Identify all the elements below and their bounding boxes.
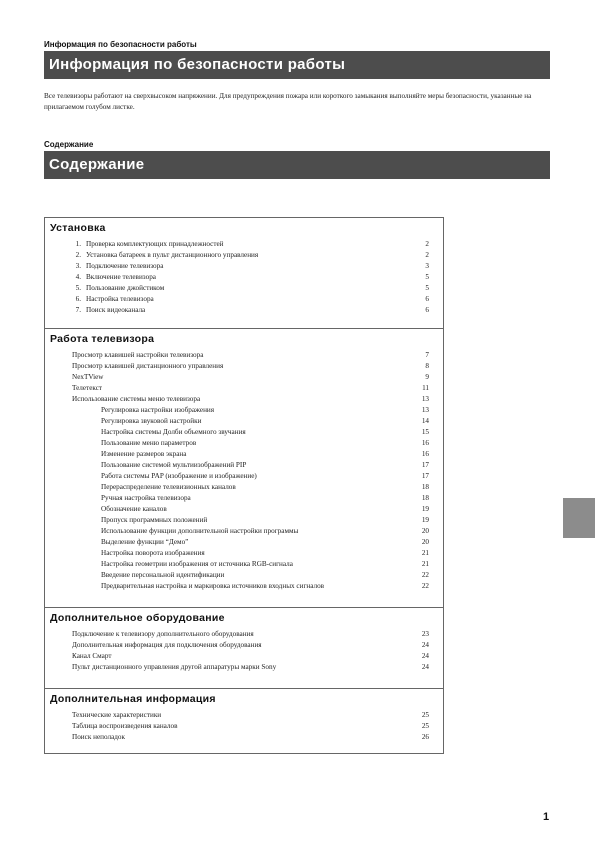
toc-section-tv-operation bbox=[45, 328, 443, 590]
toc-entry-page: 2 bbox=[425, 240, 429, 248]
toc-entry[interactable] bbox=[45, 629, 443, 640]
toc-entry[interactable] bbox=[45, 537, 443, 548]
toc-entry-text: NexTView bbox=[72, 373, 104, 381]
toc-entry-page: 6 bbox=[425, 295, 429, 303]
toc-entry-text: Пропуск программных положений bbox=[101, 516, 208, 524]
toc-entry-text: Использование функции дополнительной настройки программы bbox=[101, 527, 299, 535]
toc-entry-text: Подключение телевизора bbox=[86, 262, 164, 270]
contents-small-heading: Содержание bbox=[44, 140, 94, 149]
toc-entry[interactable] bbox=[45, 482, 443, 493]
toc-entry-number: 3. bbox=[75, 262, 81, 270]
toc-entry[interactable] bbox=[45, 559, 443, 570]
toc-entry[interactable] bbox=[45, 294, 443, 305]
toc-entry-page: 23 bbox=[421, 630, 429, 638]
safety-small-heading: Информация по безопасности работы bbox=[44, 40, 197, 49]
toc-entry-page: 24 bbox=[421, 652, 429, 660]
toc-entry-number: 6. bbox=[75, 295, 81, 303]
toc-entry-page: 2 bbox=[425, 251, 429, 259]
toc-entry-page: 18 bbox=[421, 483, 429, 491]
toc-entry-text: Просмотр клавишей дистанционного управления bbox=[72, 362, 224, 370]
toc-entry-page: 13 bbox=[421, 406, 429, 414]
toc-section-extra-info bbox=[45, 688, 443, 741]
toc-entry-text: Проверка комплектующих принадлежностей bbox=[86, 240, 224, 248]
toc-entry-page: 22 bbox=[421, 582, 429, 590]
toc-entry-page: 9 bbox=[425, 373, 429, 381]
toc-entry-text: Введение персональной идентификации bbox=[101, 571, 225, 579]
contents-title-bar: Содержание bbox=[44, 151, 550, 179]
toc-entry-page: 16 bbox=[421, 439, 429, 447]
toc-section-title: Работа телевизора bbox=[50, 333, 155, 345]
toc-entry-number: 4. bbox=[75, 273, 81, 281]
toc-entry-text: Пользование системой мультиизображений PIP bbox=[101, 461, 247, 469]
toc-entry[interactable] bbox=[45, 438, 443, 449]
toc-entry-page: 15 bbox=[421, 428, 429, 436]
toc-entry-page: 3 bbox=[425, 262, 429, 270]
toc-entry-page: 13 bbox=[421, 395, 429, 403]
toc-entry[interactable] bbox=[45, 526, 443, 537]
toc-entry-text: Технические характеристики bbox=[72, 711, 162, 719]
toc-entry[interactable] bbox=[45, 261, 443, 272]
page-number: 1 bbox=[543, 811, 550, 823]
toc-entry[interactable] bbox=[45, 640, 443, 651]
toc-entry-text: Телетекст bbox=[72, 384, 103, 392]
toc-section-title: Дополнительная информация bbox=[50, 693, 216, 705]
toc-entry[interactable] bbox=[45, 732, 443, 743]
toc-entry-page: 24 bbox=[421, 641, 429, 649]
toc-entry[interactable] bbox=[45, 493, 443, 504]
table-of-contents bbox=[44, 217, 444, 754]
toc-entry[interactable] bbox=[45, 372, 443, 383]
toc-entry-text: Поиск неполадок bbox=[72, 733, 126, 741]
toc-entry-page: 20 bbox=[421, 538, 429, 546]
toc-entry-text: Просмотр клавишей настройки телевизора bbox=[72, 351, 204, 359]
toc-entry-text: Подключение к телевизору дополнительного оборудования bbox=[72, 630, 254, 638]
toc-entry-text: Дополнительная информация для подключения оборудования bbox=[72, 641, 262, 649]
toc-entry-number: 2. bbox=[75, 251, 81, 259]
toc-entry-text: Пользование джойстиком bbox=[86, 284, 165, 292]
toc-entry-text: Работа системы PAP (изображение и изображение) bbox=[101, 472, 257, 480]
toc-entry[interactable] bbox=[45, 662, 443, 673]
toc-entry[interactable] bbox=[45, 350, 443, 361]
toc-entry[interactable] bbox=[45, 570, 443, 581]
toc-entry-page: 17 bbox=[421, 461, 429, 469]
toc-entry-number: 1. bbox=[75, 240, 81, 248]
toc-entry-text: Предварительная настройка и маркировка источников входных сигналов bbox=[101, 582, 325, 590]
toc-entry[interactable] bbox=[45, 460, 443, 471]
toc-entry-page: 19 bbox=[421, 505, 429, 513]
safety-title-bar: Информация по безопасности работы bbox=[44, 51, 550, 79]
toc-entry-text: Пользование меню параметров bbox=[101, 439, 197, 447]
toc-entry-text: Поиск видеоканала bbox=[86, 306, 146, 314]
toc-entry-text: Настройка поворота изображения bbox=[101, 549, 205, 557]
toc-entry[interactable] bbox=[45, 721, 443, 732]
toc-entry-text: Выделение функции “Демо” bbox=[101, 538, 189, 546]
toc-entry-page: 22 bbox=[421, 571, 429, 579]
toc-entry[interactable] bbox=[45, 710, 443, 721]
toc-entry-text: Регулировка настройки изображения bbox=[101, 406, 215, 414]
toc-entry-page: 18 bbox=[421, 494, 429, 502]
toc-entry[interactable] bbox=[45, 449, 443, 460]
toc-entry[interactable] bbox=[45, 361, 443, 372]
toc-entry-page: 5 bbox=[425, 284, 429, 292]
toc-entry-page: 5 bbox=[425, 273, 429, 281]
toc-entry-page: 25 bbox=[421, 722, 429, 730]
toc-entry-text: Установка батареек в пульт дистанционного управления bbox=[86, 251, 259, 259]
toc-entry-text: Ручная настройка телевизора bbox=[101, 494, 191, 502]
toc-section-title: Дополнительное оборудование bbox=[50, 612, 225, 624]
toc-entry-page: 21 bbox=[421, 560, 429, 568]
toc-entry[interactable] bbox=[45, 427, 443, 438]
toc-entry-text: Перераспределение телевизионных каналов bbox=[101, 483, 236, 491]
toc-entry-text: Пульт дистанционного управления другой аппаратуры марки Sony bbox=[72, 663, 277, 671]
toc-entry-text: Регулировка звуковой настройки bbox=[101, 417, 202, 425]
toc-entry-text: Обозначение каналов bbox=[101, 505, 167, 513]
toc-entry-page: 21 bbox=[421, 549, 429, 557]
toc-entry[interactable] bbox=[45, 272, 443, 283]
toc-entry-page: 14 bbox=[421, 417, 429, 425]
toc-entry-text: Использование системы меню телевизора bbox=[72, 395, 201, 403]
toc-entry[interactable] bbox=[45, 515, 443, 526]
toc-entry[interactable] bbox=[45, 405, 443, 416]
toc-entry[interactable] bbox=[45, 471, 443, 482]
toc-entry-text: Таблица воспроизведения каналов bbox=[72, 722, 178, 730]
toc-entry[interactable] bbox=[45, 581, 443, 592]
toc-entry-page: 26 bbox=[421, 733, 429, 741]
toc-entry-page: 19 bbox=[421, 516, 429, 524]
safety-text: Все телевизоры работают на сверхвысоком напряжении. Для предупреждения пожара или короткого замыкания выполняйте меры безопасности, указанные на прилагаемом голубом листке. bbox=[44, 92, 532, 111]
toc-entry-page: 7 bbox=[425, 351, 429, 359]
toc-entry[interactable] bbox=[45, 383, 443, 394]
toc-entry-page: 17 bbox=[421, 472, 429, 480]
toc-entry-page: 8 bbox=[425, 362, 429, 370]
toc-entry[interactable] bbox=[45, 651, 443, 662]
side-tab bbox=[563, 498, 595, 538]
toc-entry-page: 11 bbox=[422, 384, 429, 392]
toc-entry[interactable] bbox=[45, 416, 443, 427]
toc-entry[interactable] bbox=[45, 504, 443, 515]
toc-entry-text: Включение телевизора bbox=[86, 273, 156, 281]
toc-entry-text: Канал Смарт bbox=[72, 652, 112, 660]
toc-entry-page: 24 bbox=[421, 663, 429, 671]
toc-entry[interactable] bbox=[45, 250, 443, 261]
toc-entry[interactable] bbox=[45, 283, 443, 294]
toc-section-extra-equipment bbox=[45, 607, 443, 671]
toc-entry-text: Настройка геометрии изображения от источника RGB-сигнала bbox=[101, 560, 293, 568]
toc-entry[interactable] bbox=[45, 394, 443, 405]
toc-entry-page: 20 bbox=[421, 527, 429, 535]
toc-entry-text: Настройка системы Долби объемного звучания bbox=[101, 428, 246, 436]
toc-entry-number: 7. bbox=[75, 306, 81, 314]
toc-entry-text: Настройка телевизора bbox=[86, 295, 154, 303]
toc-entry-page: 6 bbox=[425, 306, 429, 314]
toc-entry-page: 25 bbox=[421, 711, 429, 719]
toc-entry-page: 16 bbox=[421, 450, 429, 458]
toc-entry[interactable] bbox=[45, 305, 443, 316]
toc-entry-text: Изменение размеров экрана bbox=[101, 450, 187, 458]
toc-entry[interactable] bbox=[45, 239, 443, 250]
toc-entry[interactable] bbox=[45, 548, 443, 559]
toc-entry-number: 5. bbox=[75, 284, 81, 292]
toc-section-title: Установка bbox=[50, 222, 106, 234]
